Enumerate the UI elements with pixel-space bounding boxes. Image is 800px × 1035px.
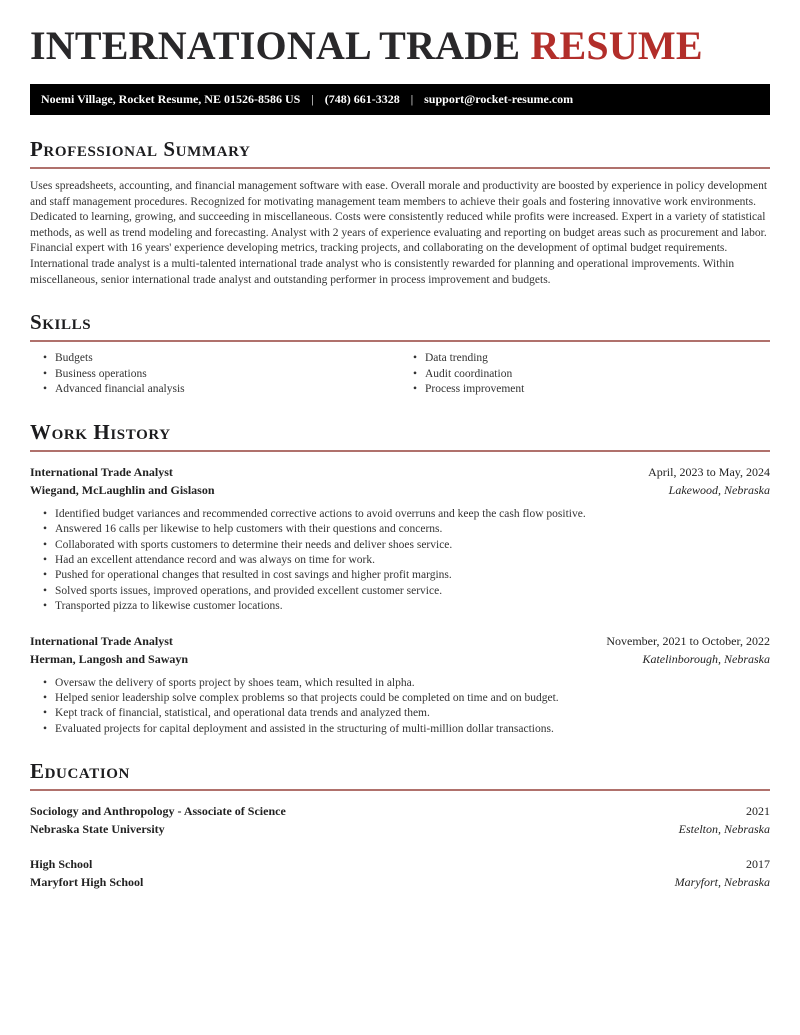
- education-entries: [30, 802, 770, 891]
- skill-item: • Audit coordination: [400, 367, 770, 382]
- skill-item: • Process improvement: [400, 382, 770, 397]
- section-rule: [30, 340, 770, 342]
- job-bullets: [30, 507, 770, 615]
- contact-address: Noemi Village, Rocket Resume, NE 01526-8586 US: [41, 91, 301, 106]
- skill-item: • Data trending: [400, 351, 770, 366]
- job-bullet: • Oversaw the delivery of sports project by shoes team, which resulted in alpha.: [30, 676, 770, 691]
- job-title: International Trade Analyst: [30, 633, 173, 648]
- education-heading: Education: [30, 759, 130, 784]
- job-title-row: [30, 463, 770, 481]
- job-bullet: • Helped senior leadership solve complex problems so that projects could be completed on time and on budget.: [30, 691, 770, 706]
- job-bullet: • Identified budget variances and recommended corrective actions to avoid overruns and keep the cash flow positive.: [30, 507, 770, 522]
- job-company: Herman, Langosh and Sawayn: [30, 651, 189, 666]
- section-rule: [30, 789, 770, 791]
- education-degree-row: [30, 855, 770, 873]
- job-dates: April, 2023 to May, 2024: [648, 464, 770, 479]
- section-rule: [30, 450, 770, 452]
- section-professional-summary: [30, 137, 770, 288]
- job-location: Lakewood, Nebraska: [668, 482, 770, 497]
- education-school-row: [30, 873, 770, 891]
- contact-bar: [30, 84, 770, 115]
- job-bullet: • Had an excellent attendance record and was always on time for work.: [30, 553, 770, 568]
- education-year: 2017: [746, 857, 770, 872]
- job-company: Wiegand, McLaughlin and Gislason: [30, 482, 215, 497]
- summary-text: Uses spreadsheets, accounting, and financial management software with ease. Overall morale and productivity are boosted by experience in policy development and staff management procedures. Recognized for motivating management team members to achieve their goals and fostering innovative work environments. Dedicated to learning, growing, and succeeding in miscellaneous. Costs were consistently reduced while profits were increased. Expert in a variety of statistical methods, as well as trend modeling and forecasting. Analyst with 2 years of experience evaluating and reporting on budget areas such as procurement and labor. Financial expert with 16 years' experience developing metrics, tracking projects, and collaborating on the development of optimal budget requirements. International trade analyst is a multi-talented international trade analyst who is consistently rewarded for planning and operational improvements. Within miscellaneous, senior international trade analyst and outstanding performer in process improvement and budgets.: [30, 179, 768, 286]
- education-degree-row: [30, 802, 770, 820]
- education-location: Maryfort, Nebraska: [674, 875, 770, 890]
- job-bullets: [30, 676, 770, 738]
- skills-heading: Skills: [30, 310, 92, 335]
- education-entry: [30, 855, 770, 891]
- skills-column-right: [400, 351, 770, 397]
- education-school: Maryfort High School: [30, 875, 144, 890]
- job-bullet: • Pushed for operational changes that resulted in cost savings and higher profit margins.: [30, 568, 770, 583]
- skills-list-left: [30, 351, 400, 397]
- job-company-row: [30, 650, 770, 668]
- education-location: Estelton, Nebraska: [678, 822, 770, 837]
- education-year: 2021: [746, 804, 770, 819]
- section-rule: [30, 167, 770, 169]
- education-degree: Sociology and Anthropology - Associate of Science: [30, 804, 286, 819]
- education-degree: High School: [30, 857, 93, 872]
- skills-list-right: [400, 351, 770, 397]
- contact-separator: |: [410, 91, 414, 106]
- skills-column-left: [30, 351, 400, 397]
- education-entry: [30, 802, 770, 838]
- job-dates: November, 2021 to October, 2022: [606, 633, 770, 648]
- job-bullet: • Solved sports issues, improved operations, and provided excellent customer service.: [30, 584, 770, 599]
- contact-separator: |: [311, 91, 314, 106]
- job-location: Katelinborough, Nebraska: [642, 651, 770, 666]
- resume-title-accent: RESUME: [530, 23, 703, 68]
- contact-phone: (748) 661-3328: [324, 91, 400, 106]
- job-bullet: • Kept track of financial, statistical, and operational data trends and analyzed them.: [30, 706, 770, 721]
- section-education: [30, 759, 770, 891]
- work-history-heading: Work History: [30, 419, 171, 444]
- education-school-row: [30, 820, 770, 838]
- job-bullet: • Collaborated with sports customers to determine their needs and deliver shoes service.: [30, 538, 770, 553]
- summary-heading: Professional Summary: [30, 136, 251, 161]
- resume-title: [30, 24, 770, 69]
- job-bullet: • Transported pizza to likewise customer locations.: [30, 599, 770, 614]
- skill-item: • Budgets: [30, 351, 400, 366]
- section-skills: [30, 310, 770, 397]
- section-work-history: [30, 420, 770, 738]
- job-bullet: • Answered 16 calls per likewise to help customers with their questions and concerns.: [30, 522, 770, 537]
- contact-email: support@rocket-resume.com: [424, 91, 574, 106]
- skill-item: • Advanced financial analysis: [30, 382, 400, 397]
- job-title-row: [30, 632, 770, 650]
- job-entry-2: [30, 632, 770, 738]
- resume-title-primary: INTERNATIONAL TRADE: [30, 23, 531, 68]
- job-entry-1: [30, 463, 770, 615]
- job-title: International Trade Analyst: [30, 464, 173, 479]
- job-company-row: [30, 481, 770, 499]
- skills-columns: [30, 351, 770, 397]
- skill-item: • Business operations: [30, 367, 400, 382]
- education-school: Nebraska State University: [30, 822, 165, 837]
- job-bullet: • Evaluated projects for capital deployment and assisted in the structuring of multi-million dollar transactions.: [30, 722, 770, 737]
